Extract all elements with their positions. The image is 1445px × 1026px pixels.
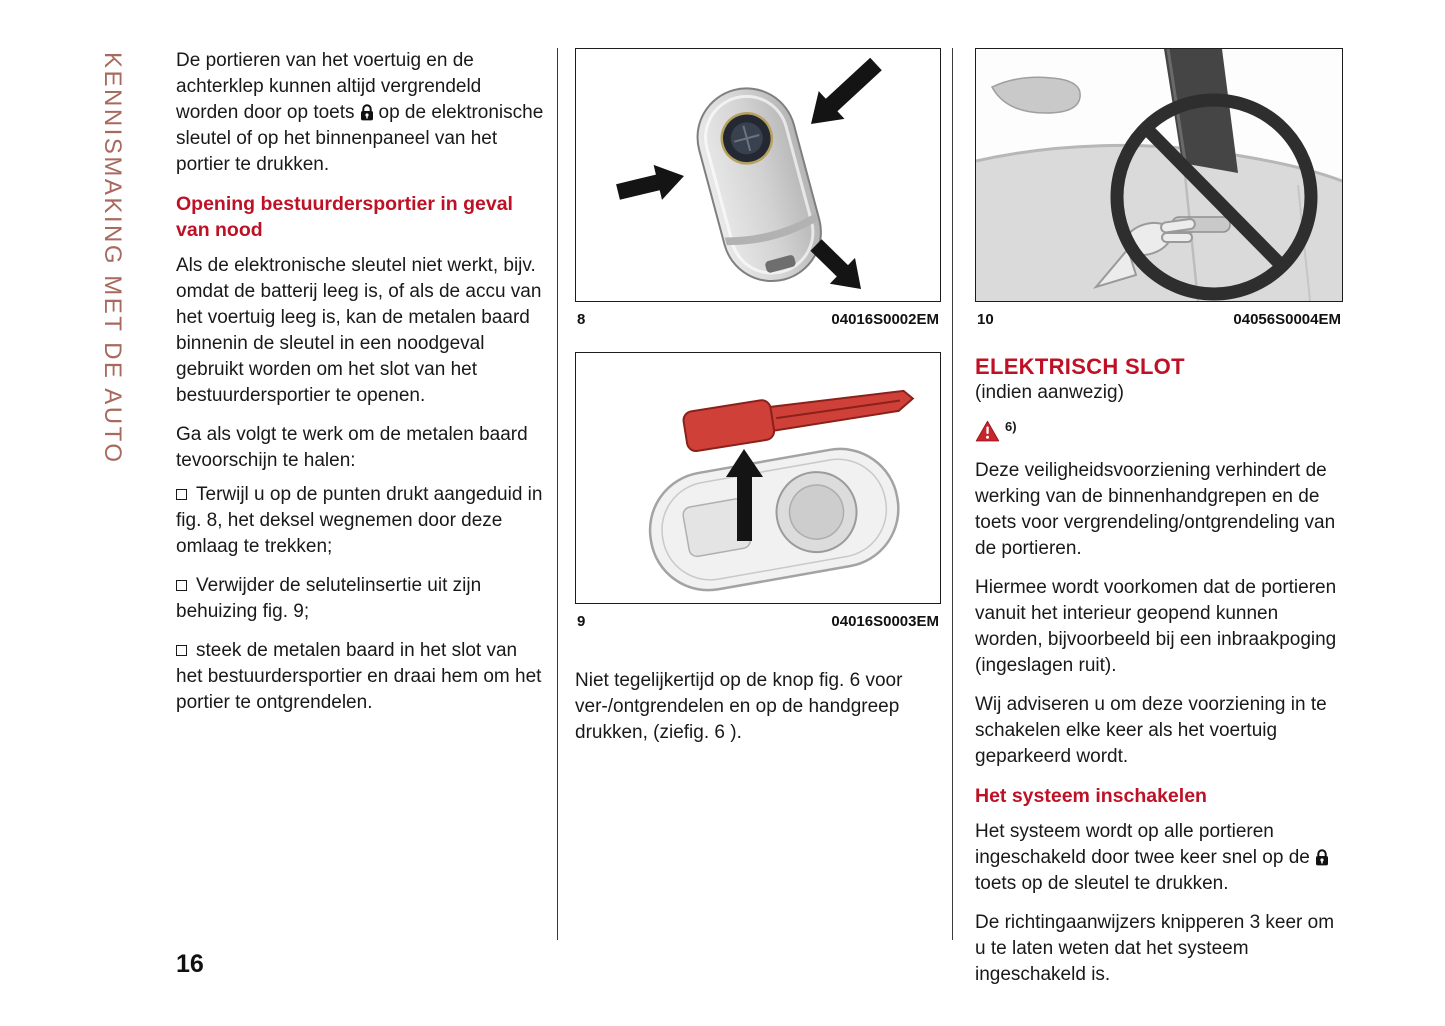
text-column-3	[975, 48, 1343, 1001]
paragraph-text: toets op de sleutel te drukken.	[975, 873, 1229, 894]
figure-code: 04056S0004EM	[1233, 311, 1341, 328]
square-bullet-icon	[176, 645, 187, 656]
bullet-item	[176, 482, 544, 560]
door-handle-prohibition-illustration	[976, 49, 1342, 301]
figure-9-frame	[575, 352, 941, 604]
figure-8-frame	[575, 48, 941, 302]
paragraph-indicators-flash: De richtingaanwijzers knipperen 3 keer om u te laten weten dat het systeem ingeschakeld is.	[975, 912, 1335, 985]
page-number: 16	[176, 950, 204, 978]
figure-8-caption	[577, 311, 939, 328]
paragraph-emergency-key: Als de elektronische sleutel niet werkt, bijv. omdat de batterij leeg is, of als de accu van het voertuig leeg is, kan de metalen baard binnenin de sleutel in een noodgeval gebruikt worden om het slot van het bestuurdersportier te openen.	[176, 255, 542, 406]
paragraph-prevent-opening: Hiermee wordt voorkomen dat de portieren vanuit het interieur geopend kunnen worden, bijvoorbeeld bij een inbraakpoging (ingeslagen ruit).	[975, 577, 1337, 676]
paragraph-procedure-intro: Ga als volgt te werk om de metalen baard tevoorschijn te halen:	[176, 424, 528, 471]
bullet-text: Terwijl u op de punten drukt aangeduid in fig. 8, het deksel wegnemen door deze omlaag te trekken;	[176, 484, 543, 557]
paragraph-text: De portieren van het voertuig en de achterklep kunnen altijd vergrendeld worden door op toets	[176, 50, 482, 123]
warning-note-number: 6)	[1005, 419, 1017, 434]
warning-reference	[975, 420, 1343, 442]
bullet-item	[176, 573, 544, 625]
figure-number: 8	[577, 311, 586, 328]
paragraph-advice: Wij adviseren u om deze voorziening in te schakelen elke keer als het voertuig geparkeerd wordt.	[975, 694, 1327, 767]
chapter-side-title: KENNISMAKING MET DE AUTO	[99, 52, 126, 465]
paragraph-text: op de elektronische sleutel of op het binnenpaneel van het portier te drukken.	[176, 102, 544, 175]
figure-code: 04016S0003EM	[831, 613, 939, 630]
paragraph-safety-device: Deze veiligheidsvoorziening verhindert de werking van de binnenhandgrepen en de toets voor vergrendeling/ontgrendeling van de portieren.	[975, 460, 1336, 559]
figure-9-caption	[577, 613, 939, 630]
lock-icon	[1315, 849, 1329, 866]
figure-10-frame	[975, 48, 1343, 302]
bullet-text: Verwijder de selutelinsertie uit zijn behuizing fig. 9;	[176, 575, 482, 622]
bullet-text: steek de metalen baard in het slot van het bestuurdersportier en draai hem om het portier te ontgrendelen.	[176, 640, 542, 713]
column-divider-right	[952, 48, 953, 940]
figure-number: 10	[977, 311, 994, 328]
figure-10-caption	[977, 311, 1341, 328]
section-heading-emergency-opening: Opening bestuurdersportier in geval van nood	[176, 193, 513, 241]
square-bullet-icon	[176, 580, 187, 591]
figure-code: 04016S0002EM	[831, 311, 939, 328]
column-divider-left	[557, 48, 558, 940]
paragraph-text: Het systeem wordt op alle portieren ingeschakeld door twee keer snel op de	[975, 821, 1310, 868]
figure-number: 9	[577, 613, 586, 630]
bullet-item	[176, 638, 544, 716]
square-bullet-icon	[176, 489, 187, 500]
key-blade-removal-illustration	[576, 353, 940, 603]
section-subheading: (indien aanwezig)	[975, 382, 1124, 403]
paragraph-note: Niet tegelijkertijd op de knop fig. 6 voor ver-/ontgrendelen en op de handgreep drukken, (ziefig. 6 ).	[575, 670, 903, 743]
section-heading-enable-system: Het systeem inschakelen	[975, 785, 1207, 807]
paragraph-lock-doors	[176, 48, 544, 178]
paragraph-enable-system	[975, 819, 1343, 897]
warning-triangle-icon	[975, 420, 1000, 442]
key-fob-illustration	[576, 49, 940, 301]
lock-icon	[360, 104, 374, 121]
figure-column	[575, 48, 941, 759]
section-heading-electric-lock: ELEKTRISCH SLOT	[975, 354, 1185, 379]
text-column-1	[176, 48, 544, 729]
